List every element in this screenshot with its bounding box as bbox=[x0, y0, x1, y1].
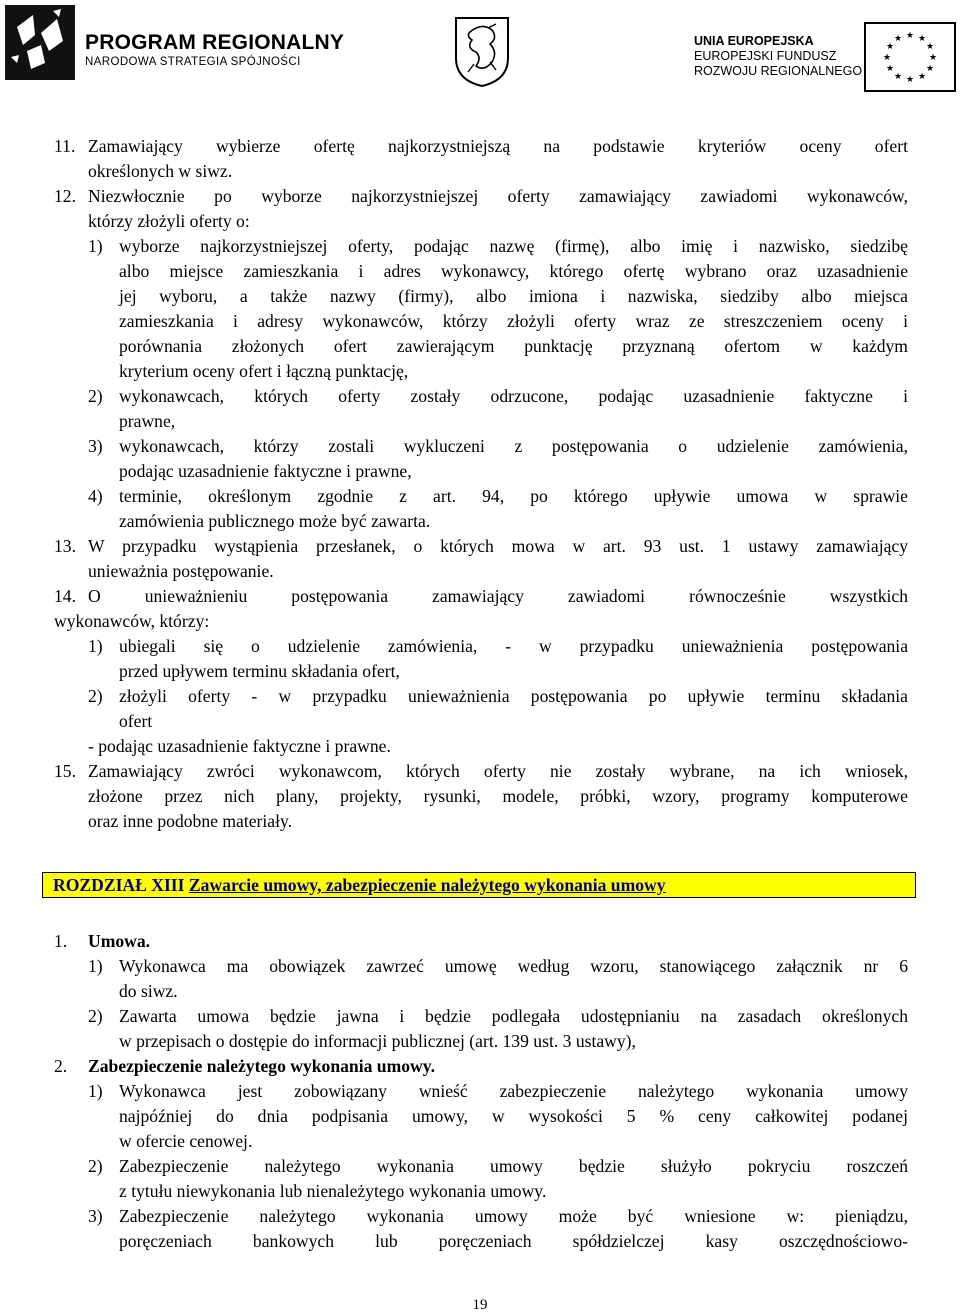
item-12-1-line-4: zamieszkania i adresy wykonawców, którzy złożyli oferty wraz ze streszczeniem oceny i bbox=[119, 311, 908, 331]
svg-text:★: ★ bbox=[885, 42, 895, 52]
item-12-3-line-1: wykonawcach, którzy zostali wykluczeni z postępowania o udzielenie zamówienia, bbox=[119, 436, 908, 456]
item-14-2-line-2: ofert bbox=[119, 711, 153, 731]
item-13-line-2: unieważnia postępowanie. bbox=[88, 561, 274, 581]
subitem-number: 1) bbox=[88, 1081, 103, 1101]
svg-text:★: ★ bbox=[882, 53, 892, 63]
chapter-2-2-line-2: z tytułu niewykonania lub nienależytego wykonania umowy. bbox=[119, 1181, 547, 1201]
subitem-number: 2) bbox=[88, 1156, 103, 1176]
subitem-number: 3) bbox=[88, 1206, 103, 1226]
section-heading-text bbox=[53, 874, 666, 896]
item-15-line-1: Zamawiający zwróci wykonawcom, których oferty nie zostały wybrane, na ich wniosek, bbox=[88, 761, 908, 781]
chapter-2-1-line-1: Wykonawca jest zobowiązany wnieść zabezpieczenie należytego wykonania umowy bbox=[119, 1081, 908, 1101]
item-14-1-line-1: ubiegali się o udzielenie zamówienia, - w przypadku unieważnienia postępowania bbox=[119, 636, 908, 656]
chapter-number: 2. bbox=[54, 1056, 68, 1076]
subitem-number: 2) bbox=[88, 1006, 103, 1026]
item-13-line-1: W przypadku wystąpienia przesłanek, o których mowa w art. 93 ust. 1 ustawy zamawiający bbox=[88, 536, 908, 556]
program-subtitle: NARODOWA STRATEGIA SPÓJNOŚCI bbox=[85, 56, 301, 68]
svg-text:★: ★ bbox=[917, 34, 927, 44]
subitem-number: 1) bbox=[88, 956, 103, 976]
eu-line-3: ROZWOJU REGIONALNEGO bbox=[694, 64, 863, 78]
item-12-1-line-1: wyborze najkorzystniejszej oferty, podając nazwę (firmę), albo imię i nazwisko, siedzibę bbox=[119, 236, 908, 256]
item-12-2-line-1: wykonawcach, których oferty zostały odrzucone, podając uzasadnienie faktyczne i bbox=[119, 386, 908, 406]
item-number: 12. bbox=[54, 186, 76, 206]
item-12-4-line-2: zamówienia publicznego może być zawarta. bbox=[119, 511, 431, 531]
item-number: 13. bbox=[54, 536, 76, 556]
item-12-line-2: którzy złożyli oferty o: bbox=[88, 211, 250, 231]
subitem-number: 1) bbox=[88, 236, 103, 256]
svg-text:★: ★ bbox=[917, 72, 927, 82]
chapter-2-2-line-1: Zabezpieczenie należytego wykonania umowy będzie służyło pokryciu roszczeń bbox=[119, 1156, 908, 1176]
item-12-1-line-2: albo miejsce zamieszkania i adres wykonawcy, którego ofertę wybrano oraz uzasadnienie bbox=[119, 261, 908, 281]
program-regionalny-logo bbox=[5, 5, 75, 80]
item-11-line-2: określonych w siwz. bbox=[88, 161, 233, 181]
section-label: ROZDZIAŁ XIII bbox=[53, 875, 185, 895]
item-number: 11. bbox=[54, 136, 76, 156]
chapter-2-1-line-3: w ofercie cenowej. bbox=[119, 1131, 253, 1151]
chapter-1-1-line-1: Wykonawca ma obowiązek zawrzeć umowę według wzoru, stanowiącego załącznik nr 6 bbox=[119, 956, 908, 976]
chapter-2-1-line-2: najpóźniej do dnia podpisania umowy, w wysokości 5 % ceny całkowitej podanej bbox=[119, 1106, 908, 1126]
item-12-1-line-3: jej wyboru, a także nazwy (firmy), albo imiona i nazwiska, siedziby albo miejsca bbox=[119, 286, 908, 306]
eu-flag-icon bbox=[864, 22, 956, 92]
item-12-2-line-2: prawne, bbox=[119, 411, 176, 431]
section-heading bbox=[42, 872, 916, 898]
chapter-2-title: Zabezpieczenie należytego wykonania umowy. bbox=[88, 1056, 435, 1076]
svg-text:★: ★ bbox=[885, 64, 895, 74]
item-11-line-1: Zamawiający wybierze ofertę najkorzystniejszą na podstawie kryteriów oceny ofert bbox=[88, 136, 908, 156]
item-number: 15. bbox=[54, 761, 76, 781]
subitem-number: 2) bbox=[88, 686, 103, 706]
item-14-tail: - podając uzasadnienie faktyczne i prawne. bbox=[88, 736, 391, 756]
subitem-number: 2) bbox=[88, 386, 103, 406]
eu-line-1: UNIA EUROPEJSKA bbox=[694, 34, 814, 48]
svg-text:★: ★ bbox=[905, 75, 915, 85]
subitem-number: 3) bbox=[88, 436, 103, 456]
item-14-line-2: wykonawców, którzy: bbox=[54, 611, 210, 631]
page-header bbox=[0, 0, 960, 110]
chapter-number: 1. bbox=[54, 931, 68, 951]
griffin-crest-icon bbox=[452, 14, 512, 88]
item-14-1-line-2: przed upływem terminu składania ofert, bbox=[119, 661, 400, 681]
svg-text:★: ★ bbox=[925, 64, 935, 74]
item-14-line-1: O unieważnieniu postępowania zamawiający zawiadomi równocześnie wszystkich bbox=[88, 586, 908, 606]
svg-text:★: ★ bbox=[893, 72, 903, 82]
eu-label bbox=[694, 34, 862, 79]
svg-text:★: ★ bbox=[925, 42, 935, 52]
chapter-1-2-line-2: w przepisach o dostępie do informacji publicznej (art. 139 ust. 3 ustawy), bbox=[119, 1031, 636, 1051]
item-12-4-line-1: terminie, określonym zgodnie z art. 94, po którego upływie umowa w sprawie bbox=[119, 486, 908, 506]
chapter-2-3-line-1: Zabezpieczenie należytego wykonania umowy może być wniesione w: pieniądzu, bbox=[119, 1206, 908, 1226]
program-title: PROGRAM REGIONALNY bbox=[85, 31, 345, 54]
item-12-1-line-6: kryterium oceny ofert i łączną punktację, bbox=[119, 361, 409, 381]
item-15-line-3: oraz inne podobne materiały. bbox=[88, 811, 293, 831]
chapter-2-3-line-2: poręczeniach bankowych lub poręczeniach spółdzielczej kasy oszczędnościowo- bbox=[119, 1231, 908, 1251]
chapter-1-1-line-2: do siwz. bbox=[119, 981, 178, 1001]
page-number: 19 bbox=[472, 1297, 488, 1313]
svg-text:★: ★ bbox=[928, 53, 938, 63]
svg-text:★: ★ bbox=[893, 34, 903, 44]
chapter-1-title: Umowa. bbox=[88, 931, 151, 951]
eu-line-2: EUROPEJSKI FUNDUSZ bbox=[694, 49, 837, 63]
subitem-number: 4) bbox=[88, 486, 103, 506]
section-title: Zawarcie umowy, zabezpieczenie należytego wykonania umowy bbox=[188, 875, 666, 895]
item-number: 14. bbox=[54, 586, 76, 606]
chapter-1-2-line-1: Zawarta umowa będzie jawna i będzie podlegała udostępnianiu na zasadach określonych bbox=[119, 1006, 908, 1026]
item-12-line-1: Niezwłocznie po wyborze najkorzystniejszej oferty zamawiający zawiadomi wykonawców, bbox=[88, 186, 908, 206]
svg-text:★: ★ bbox=[905, 31, 915, 41]
item-12-3-line-2: podając uzasadnienie faktyczne i prawne, bbox=[119, 461, 412, 481]
item-12-1-line-5: porównania złożonych ofert zawierającym punktację przyznaną ofertom w każdym bbox=[119, 336, 908, 356]
item-14-2-line-1: złożyli oferty - w przypadku unieważnienia postępowania po upływie terminu składania bbox=[119, 686, 908, 706]
subitem-number: 1) bbox=[88, 636, 103, 656]
item-15-line-2: złożone przez nich plany, projekty, rysunki, modele, próbki, wzory, programy komputerowe bbox=[88, 786, 908, 806]
